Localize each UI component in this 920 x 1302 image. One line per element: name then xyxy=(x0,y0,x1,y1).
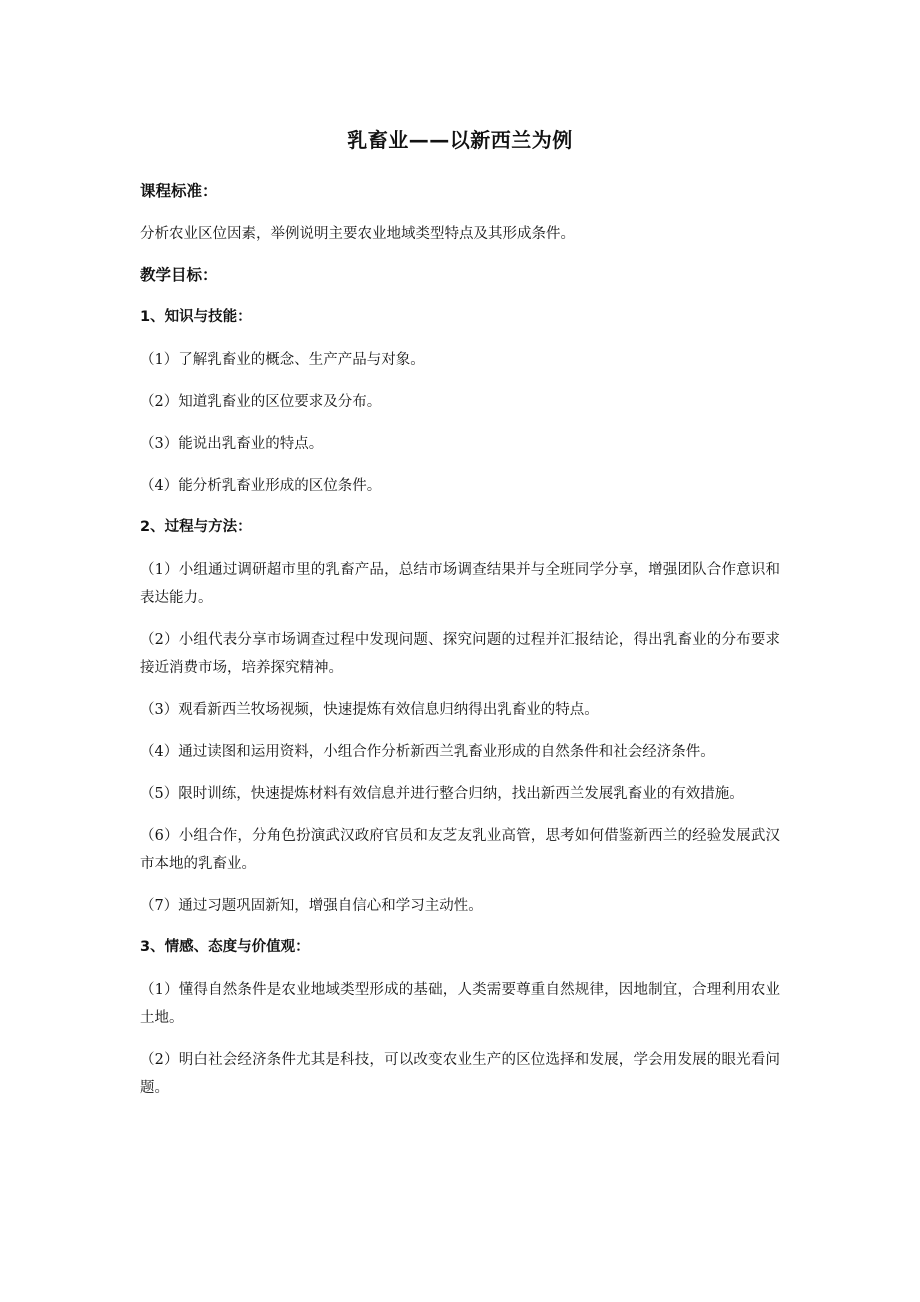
process-item: （7）通过习题巩固新知，增强自信心和学习主动性。 xyxy=(140,898,483,914)
curriculum-standard-heading: 课程标准： xyxy=(140,182,218,200)
knowledge-item: （1）了解乳畜业的概念、生产产品与对象。 xyxy=(140,352,425,368)
document-body xyxy=(140,178,780,1116)
knowledge-item: （3）能说出乳畜业的特点。 xyxy=(140,436,324,452)
attitude-values-heading: 3、情感、态度与价值观： xyxy=(140,939,310,955)
process-item: （6）小组合作，分角色扮演武汉政府官员和友芝友乳业高管，思考如何借鉴新西兰的经验发展武汉市本地的乳畜业。 xyxy=(140,828,780,872)
attitude-item: （2）明白社会经济条件尤其是科技，可以改变农业生产的区位选择和发展，学会用发展的眼光看问题。 xyxy=(140,1052,780,1096)
process-item: （5）限时训练，快速提炼材料有效信息并进行整合归纳，找出新西兰发展乳畜业的有效措施。 xyxy=(140,786,744,802)
attitude-item: （1）懂得自然条件是农业地域类型形成的基础，人类需要尊重自然规律，因地制宜，合理利用农业土地。 xyxy=(140,982,780,1026)
knowledge-skills-heading: 1、知识与技能： xyxy=(140,309,252,325)
process-item: （2）小组代表分享市场调查过程中发现问题、探究问题的过程并汇报结论，得出乳畜业的分布要求接近消费市场，培养探究精神。 xyxy=(140,632,780,676)
document-title: 乳畜业——以新西兰为例 xyxy=(347,128,573,152)
knowledge-item: （4）能分析乳畜业形成的区位条件。 xyxy=(140,478,382,494)
process-item: （1）小组通过调研超市里的乳畜产品，总结市场调查结果并与全班同学分享，增强团队合作意识和表达能力。 xyxy=(140,562,780,606)
process-methods-heading: 2、过程与方法： xyxy=(140,519,252,535)
teaching-objectives-heading: 教学目标： xyxy=(140,266,218,284)
process-item: （4）通过读图和运用资料，小组合作分析新西兰乳畜业形成的自然条件和社会经济条件。 xyxy=(140,744,715,760)
curriculum-standard-text: 分析农业区位因素，举例说明主要农业地域类型特点及其形成条件。 xyxy=(140,226,575,242)
process-item: （3）观看新西兰牧场视频，快速提炼有效信息归纳得出乳畜业的特点。 xyxy=(140,702,599,718)
knowledge-item: （2）知道乳畜业的区位要求及分布。 xyxy=(140,394,382,410)
